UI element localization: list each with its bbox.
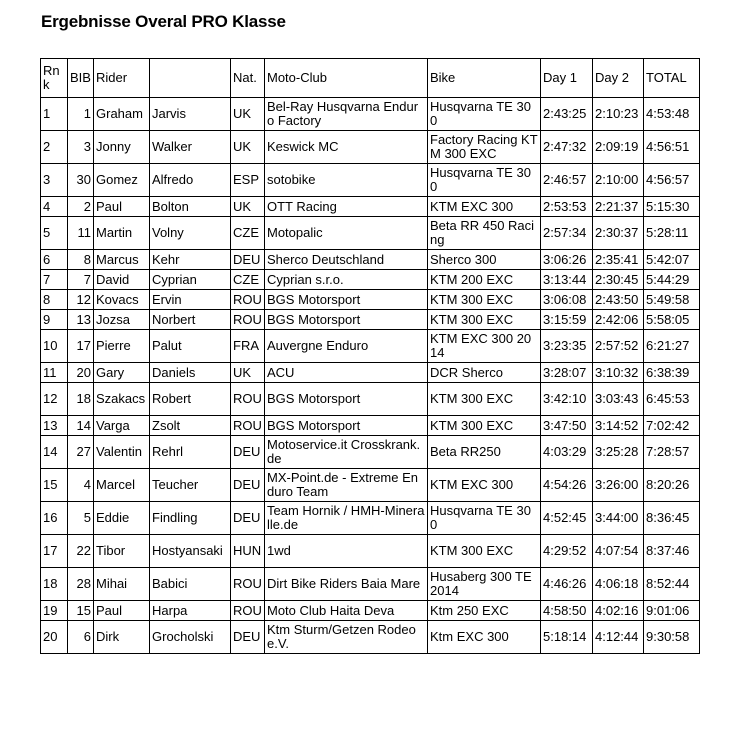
header-rider: Rider (94, 59, 150, 98)
nationality-cell: ROU (231, 290, 265, 310)
rank-cell: 6 (41, 250, 68, 270)
header-total: TOTAL (644, 59, 700, 98)
rank-cell: 15 (41, 469, 68, 502)
header-bib: BIB (68, 59, 94, 98)
bike-cell: KTM 200 EXC (428, 270, 541, 290)
bib-cell: 7 (68, 270, 94, 290)
day2-time-cell: 3:44:00 (593, 502, 644, 535)
rider-firstname-cell: David (94, 270, 150, 290)
bike-cell: Husaberg 300 TE 2014 (428, 568, 541, 601)
bike-cell: DCR Sherco (428, 363, 541, 383)
rider-firstname-cell: Kovacs (94, 290, 150, 310)
rider-firstname-cell: Varga (94, 416, 150, 436)
rider-lastname-cell: Zsolt (150, 416, 231, 436)
rider-lastname-cell: Kehr (150, 250, 231, 270)
total-time-cell: 6:21:27 (644, 330, 700, 363)
bib-cell: 1 (68, 98, 94, 131)
rank-cell: 14 (41, 436, 68, 469)
moto-club-cell: sotobike (265, 164, 428, 197)
table-row (41, 330, 700, 363)
moto-club-cell: BGS Motorsport (265, 416, 428, 436)
day2-time-cell: 2:35:41 (593, 250, 644, 270)
rank-cell: 18 (41, 568, 68, 601)
day2-time-cell: 4:07:54 (593, 535, 644, 568)
bike-cell: KTM 300 EXC (428, 310, 541, 330)
rider-firstname-cell: Paul (94, 197, 150, 217)
rank-cell: 13 (41, 416, 68, 436)
day1-time-cell: 3:23:35 (541, 330, 593, 363)
rank-cell: 16 (41, 502, 68, 535)
nationality-cell: DEU (231, 469, 265, 502)
table-row (41, 164, 700, 197)
total-time-cell: 5:49:58 (644, 290, 700, 310)
rider-lastname-cell: Findling (150, 502, 231, 535)
nationality-cell: ROU (231, 310, 265, 330)
day1-time-cell: 2:57:34 (541, 217, 593, 250)
bike-cell: Ktm EXC 300 (428, 621, 541, 654)
day1-time-cell: 3:06:08 (541, 290, 593, 310)
bike-cell: KTM 300 EXC (428, 383, 541, 416)
bib-cell: 3 (68, 131, 94, 164)
nationality-cell: DEU (231, 621, 265, 654)
rider-firstname-cell: Gary (94, 363, 150, 383)
day2-time-cell: 4:02:16 (593, 601, 644, 621)
total-time-cell: 4:56:51 (644, 131, 700, 164)
nationality-cell: ROU (231, 416, 265, 436)
page-title: Ergebnisse Overal PRO Klasse (41, 12, 286, 31)
table-row (41, 98, 700, 131)
nationality-cell: ROU (231, 383, 265, 416)
moto-club-cell: Auvergne Enduro (265, 330, 428, 363)
rank-cell: 11 (41, 363, 68, 383)
moto-club-cell: OTT Racing (265, 197, 428, 217)
nationality-cell: UK (231, 363, 265, 383)
rank-cell: 5 (41, 217, 68, 250)
rider-lastname-cell: Jarvis (150, 98, 231, 131)
rider-firstname-cell: Marcel (94, 469, 150, 502)
nationality-cell: ROU (231, 568, 265, 601)
rank-cell: 19 (41, 601, 68, 621)
nationality-cell: ROU (231, 601, 265, 621)
total-time-cell: 7:28:57 (644, 436, 700, 469)
moto-club-cell: ACU (265, 363, 428, 383)
day1-time-cell: 4:52:45 (541, 502, 593, 535)
bike-cell: KTM EXC 300 (428, 197, 541, 217)
rider-firstname-cell: Eddie (94, 502, 150, 535)
rider-lastname-cell: Ervin (150, 290, 231, 310)
header-day1: Day 1 (541, 59, 593, 98)
nationality-cell: CZE (231, 270, 265, 290)
nationality-cell: UK (231, 98, 265, 131)
bib-cell: 12 (68, 290, 94, 310)
day1-time-cell: 4:58:50 (541, 601, 593, 621)
bib-cell: 28 (68, 568, 94, 601)
day2-time-cell: 2:43:50 (593, 290, 644, 310)
bike-cell: Husqvarna TE 300 (428, 502, 541, 535)
day1-time-cell: 4:03:29 (541, 436, 593, 469)
rank-cell: 4 (41, 197, 68, 217)
bib-cell: 17 (68, 330, 94, 363)
moto-club-cell: 1wd (265, 535, 428, 568)
rider-lastname-cell: Cyprian (150, 270, 231, 290)
day1-time-cell: 3:47:50 (541, 416, 593, 436)
bike-cell: KTM EXC 300 2014 (428, 330, 541, 363)
day2-time-cell: 2:30:37 (593, 217, 644, 250)
rider-lastname-cell: Robert (150, 383, 231, 416)
bib-cell: 6 (68, 621, 94, 654)
table-row (41, 416, 700, 436)
total-time-cell: 5:42:07 (644, 250, 700, 270)
rider-firstname-cell: Valentin (94, 436, 150, 469)
day2-time-cell: 3:03:43 (593, 383, 644, 416)
rider-firstname-cell: Jonny (94, 131, 150, 164)
table-row (41, 250, 700, 270)
day2-time-cell: 2:42:06 (593, 310, 644, 330)
day1-time-cell: 3:15:59 (541, 310, 593, 330)
total-time-cell: 5:44:29 (644, 270, 700, 290)
bike-cell: Husqvarna TE 300 (428, 98, 541, 131)
bike-cell: Husqvarna TE 300 (428, 164, 541, 197)
day2-time-cell: 3:26:00 (593, 469, 644, 502)
total-time-cell: 8:20:26 (644, 469, 700, 502)
total-time-cell: 5:15:30 (644, 197, 700, 217)
bib-cell: 5 (68, 502, 94, 535)
bib-cell: 20 (68, 363, 94, 383)
table-row (41, 502, 700, 535)
rider-firstname-cell: Marcus (94, 250, 150, 270)
total-time-cell: 6:38:39 (644, 363, 700, 383)
day2-time-cell: 3:10:32 (593, 363, 644, 383)
rank-cell: 3 (41, 164, 68, 197)
rider-lastname-cell: Harpa (150, 601, 231, 621)
rider-lastname-cell: Walker (150, 131, 231, 164)
day1-time-cell: 4:46:26 (541, 568, 593, 601)
total-time-cell: 4:53:48 (644, 98, 700, 131)
rider-lastname-cell: Daniels (150, 363, 231, 383)
total-time-cell: 6:45:53 (644, 383, 700, 416)
day1-time-cell: 2:46:57 (541, 164, 593, 197)
bike-cell: KTM 300 EXC (428, 416, 541, 436)
moto-club-cell: Motoservice.it Crosskrank.de (265, 436, 428, 469)
moto-club-cell: BGS Motorsport (265, 310, 428, 330)
rider-firstname-cell: Gomez (94, 164, 150, 197)
total-time-cell: 8:37:46 (644, 535, 700, 568)
rider-lastname-cell: Rehrl (150, 436, 231, 469)
moto-club-cell: Bel-Ray Husqvarna Enduro Factory (265, 98, 428, 131)
table-row (41, 363, 700, 383)
rank-cell: 9 (41, 310, 68, 330)
total-time-cell: 5:58:05 (644, 310, 700, 330)
rider-firstname-cell: Martin (94, 217, 150, 250)
total-time-cell: 4:56:57 (644, 164, 700, 197)
rank-cell: 12 (41, 383, 68, 416)
rider-lastname-cell: Hostyansaki (150, 535, 231, 568)
total-time-cell: 5:28:11 (644, 217, 700, 250)
rank-cell: 8 (41, 290, 68, 310)
table-row (41, 621, 700, 654)
rider-lastname-cell: Teucher (150, 469, 231, 502)
table-header-row (41, 59, 700, 98)
moto-club-cell: BGS Motorsport (265, 383, 428, 416)
rank-cell: 20 (41, 621, 68, 654)
moto-club-cell: Ktm Sturm/Getzen Rodeo e.V. (265, 621, 428, 654)
day1-time-cell: 3:28:07 (541, 363, 593, 383)
nationality-cell: UK (231, 197, 265, 217)
rank-cell: 10 (41, 330, 68, 363)
bike-cell: Beta RR 450 Racing (428, 217, 541, 250)
day2-time-cell: 2:21:37 (593, 197, 644, 217)
header-rider-lastname (150, 59, 231, 98)
moto-club-cell: Keswick MC (265, 131, 428, 164)
rider-firstname-cell: Pierre (94, 330, 150, 363)
moto-club-cell: Dirt Bike Riders Baia Mare (265, 568, 428, 601)
table-row (41, 270, 700, 290)
total-time-cell: 8:36:45 (644, 502, 700, 535)
day1-time-cell: 4:54:26 (541, 469, 593, 502)
moto-club-cell: Motopalic (265, 217, 428, 250)
header-day2: Day 2 (593, 59, 644, 98)
bib-cell: 8 (68, 250, 94, 270)
moto-club-cell: BGS Motorsport (265, 290, 428, 310)
day2-time-cell: 3:14:52 (593, 416, 644, 436)
table-row (41, 217, 700, 250)
nationality-cell: DEU (231, 502, 265, 535)
table-row (41, 436, 700, 469)
header-bike: Bike (428, 59, 541, 98)
bike-cell: Sherco 300 (428, 250, 541, 270)
rider-firstname-cell: Szakacs (94, 383, 150, 416)
bib-cell: 22 (68, 535, 94, 568)
day1-time-cell: 2:47:32 (541, 131, 593, 164)
bike-cell: Ktm 250 EXC (428, 601, 541, 621)
day1-time-cell: 3:42:10 (541, 383, 593, 416)
table-row (41, 383, 700, 416)
moto-club-cell: Moto Club Haita Deva (265, 601, 428, 621)
table-row (41, 469, 700, 502)
moto-club-cell: Team Hornik / HMH-Mineralle.de (265, 502, 428, 535)
bike-cell: Beta RR250 (428, 436, 541, 469)
total-time-cell: 9:30:58 (644, 621, 700, 654)
bib-cell: 27 (68, 436, 94, 469)
day1-time-cell: 3:13:44 (541, 270, 593, 290)
rider-firstname-cell: Mihai (94, 568, 150, 601)
bib-cell: 11 (68, 217, 94, 250)
total-time-cell: 8:52:44 (644, 568, 700, 601)
rider-lastname-cell: Palut (150, 330, 231, 363)
day1-time-cell: 2:43:25 (541, 98, 593, 131)
rider-firstname-cell: Tibor (94, 535, 150, 568)
rider-lastname-cell: Norbert (150, 310, 231, 330)
bike-cell: KTM 300 EXC (428, 290, 541, 310)
table-row (41, 568, 700, 601)
day1-time-cell: 3:06:26 (541, 250, 593, 270)
day2-time-cell: 2:30:45 (593, 270, 644, 290)
rider-lastname-cell: Alfredo (150, 164, 231, 197)
nationality-cell: HUN (231, 535, 265, 568)
moto-club-cell: Cyprian s.r.o. (265, 270, 428, 290)
total-time-cell: 9:01:06 (644, 601, 700, 621)
moto-club-cell: Sherco Deutschland (265, 250, 428, 270)
bike-cell: KTM EXC 300 (428, 469, 541, 502)
day1-time-cell: 2:53:53 (541, 197, 593, 217)
table-row (41, 131, 700, 164)
nationality-cell: UK (231, 131, 265, 164)
table-row (41, 197, 700, 217)
day2-time-cell: 4:12:44 (593, 621, 644, 654)
bib-cell: 18 (68, 383, 94, 416)
day2-time-cell: 2:57:52 (593, 330, 644, 363)
bike-cell: Factory Racing KTM 300 EXC (428, 131, 541, 164)
nationality-cell: ESP (231, 164, 265, 197)
results-table (40, 58, 700, 654)
day2-time-cell: 2:10:23 (593, 98, 644, 131)
rider-firstname-cell: Paul (94, 601, 150, 621)
moto-club-cell: MX-Point.de - Extreme Enduro Team (265, 469, 428, 502)
bib-cell: 13 (68, 310, 94, 330)
bib-cell: 14 (68, 416, 94, 436)
total-time-cell: 7:02:42 (644, 416, 700, 436)
nationality-cell: FRA (231, 330, 265, 363)
bib-cell: 4 (68, 469, 94, 502)
day1-time-cell: 5:18:14 (541, 621, 593, 654)
rider-firstname-cell: Graham (94, 98, 150, 131)
table-row (41, 310, 700, 330)
rank-cell: 2 (41, 131, 68, 164)
rider-lastname-cell: Volny (150, 217, 231, 250)
day1-time-cell: 4:29:52 (541, 535, 593, 568)
nationality-cell: DEU (231, 436, 265, 469)
bike-cell: KTM 300 EXC (428, 535, 541, 568)
nationality-cell: DEU (231, 250, 265, 270)
rank-cell: 1 (41, 98, 68, 131)
rider-firstname-cell: Jozsa (94, 310, 150, 330)
rider-lastname-cell: Bolton (150, 197, 231, 217)
day2-time-cell: 2:09:19 (593, 131, 644, 164)
header-nationality: Nat. (231, 59, 265, 98)
bib-cell: 30 (68, 164, 94, 197)
table-row (41, 535, 700, 568)
nationality-cell: CZE (231, 217, 265, 250)
rank-cell: 7 (41, 270, 68, 290)
table-row (41, 290, 700, 310)
bib-cell: 2 (68, 197, 94, 217)
day2-time-cell: 3:25:28 (593, 436, 644, 469)
header-moto-club: Moto-Club (265, 59, 428, 98)
rider-lastname-cell: Grocholski (150, 621, 231, 654)
table-row (41, 601, 700, 621)
header-rank: Rnk (41, 59, 68, 98)
rider-lastname-cell: Babici (150, 568, 231, 601)
rank-cell: 17 (41, 535, 68, 568)
bib-cell: 15 (68, 601, 94, 621)
rider-firstname-cell: Dirk (94, 621, 150, 654)
day2-time-cell: 2:10:00 (593, 164, 644, 197)
day2-time-cell: 4:06:18 (593, 568, 644, 601)
